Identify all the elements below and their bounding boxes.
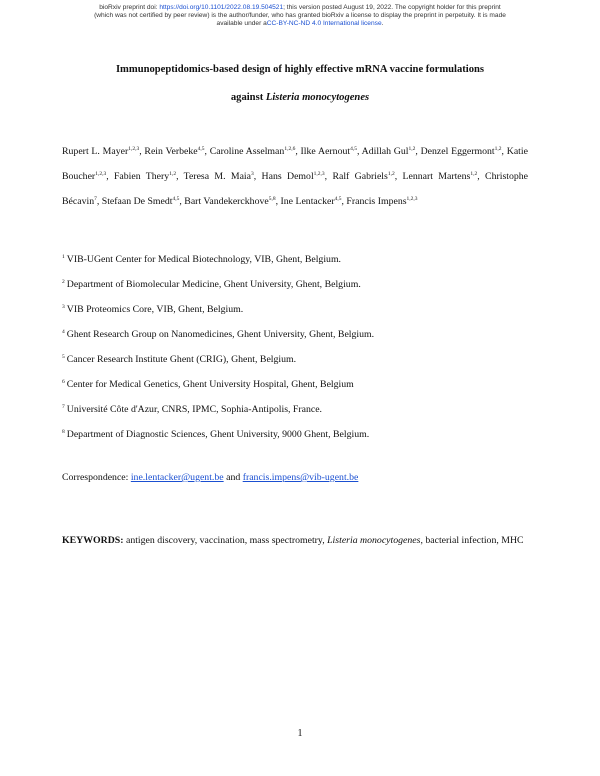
author-name: Fabien Thery — [113, 171, 170, 182]
affiliation-text: Université Côte d'Azur, CNRS, IPMC, Sophia-Antipolis, France. — [66, 404, 323, 415]
author-list: Rupert L. Mayer$^{1,2,3}$, Rein Verbeke$^{4,5}$, Caroline Asselman$^{1,2,6}$, Ilke Aernout$^{4,5}$, Adillah Gul$^{1,2}$, Denzel Eggermont$^{1,2}$, Katie Boucher$^{1,2,3}$, Fabien Thery$^{1,2}$, Teresa M. Maia$^3$, Hans Demol$^{1,2,3}$, Ralf Gabriels$^{1,2}$, Lennart Martens$^{1,2}$, Christophe Bécavin$^7$, Stefaan De Smedt$^{4,5}$, Bart Vandekerckhove$^{5,8}$, Ine Lentacker$^{4,5}$, Francis Impens$^{1,2,3}$ — [62, 146, 529, 207]
author-name: Rupert L. Mayer — [62, 146, 129, 157]
author-affiliation-marker: 1,2,3 — [313, 171, 325, 177]
affiliation-number: 7 — [62, 404, 65, 410]
author — [210, 146, 296, 157]
affiliation — [62, 379, 354, 390]
author-affiliation-marker: 1,2 — [169, 171, 177, 177]
author-name: Francis Impens — [346, 196, 407, 207]
author-name: Hans Demol — [261, 171, 314, 182]
banner-license-prefix: available under a — [216, 20, 267, 27]
affiliation — [62, 329, 374, 340]
affiliation-number: 8 — [62, 429, 65, 435]
page-number: 1 — [297, 728, 303, 739]
author-name: Bart Vandekerckhove — [184, 196, 269, 207]
author — [402, 171, 477, 182]
author-name: Teresa M. Maia — [183, 171, 252, 182]
keywords-species: Listeria monocytogenes — [327, 535, 421, 546]
affiliation — [62, 404, 322, 415]
author-affiliation-marker: 4,5 — [172, 196, 180, 202]
affiliation-number: 2 — [62, 279, 65, 285]
keywords-text-2: , bacterial infection, MHC — [420, 535, 524, 546]
title-prefix: against — [230, 92, 266, 103]
author-affiliation-marker: 4,5 — [350, 146, 357, 152]
author — [332, 171, 394, 182]
author-affiliation-marker: 3 — [251, 171, 254, 177]
author-affiliation-marker: 1,2 — [387, 171, 395, 177]
author-name: Adillah Gul — [361, 146, 409, 157]
affiliation-number: 6 — [62, 379, 65, 385]
author-affiliation-marker: 1,2,6 — [284, 146, 296, 152]
affiliation-text: Department of Biomolecular Medicine, Ghent University, Ghent, Belgium. — [66, 279, 361, 290]
author-affiliation-marker: 1,2 — [408, 146, 416, 152]
author-affiliation-marker: 4,5 — [334, 196, 342, 202]
author-name: Katie Boucher — [62, 146, 528, 182]
author-affiliation-marker: 1,2 — [494, 146, 502, 152]
banner-line-3 — [0, 20, 600, 28]
affiliation-number: 5 — [62, 354, 65, 360]
correspondence — [62, 472, 358, 483]
affiliation-text: Department of Diagnostic Sciences, Ghent University, 9000 Ghent, Belgium. — [66, 429, 370, 440]
affiliation-number: 1 — [62, 254, 65, 260]
author — [262, 171, 325, 182]
banner-line-1 — [0, 4, 600, 12]
author — [144, 146, 204, 157]
banner-prefix: bioRxiv preprint doi: — [99, 4, 160, 11]
author-name: Rein Verbeke — [144, 146, 198, 157]
affiliation — [62, 354, 296, 365]
author — [346, 196, 417, 207]
affiliation — [62, 304, 243, 315]
affiliation-text: Ghent Research Group on Nanomedicines, Ghent University, Ghent, Belgium. — [66, 329, 375, 340]
keywords-text-1: antigen discovery, vaccination, mass spectrometry, — [123, 535, 328, 546]
affiliation — [62, 254, 341, 265]
paper-title-line-2 — [0, 92, 600, 103]
email-link-2[interactable]: francis.impens@vib-ugent.be — [242, 472, 359, 483]
affiliation-number: 3 — [62, 304, 65, 310]
author-name: Caroline Asselman — [209, 146, 285, 157]
correspondence-label: Correspondence: — [62, 472, 131, 483]
preprint-banner — [0, 4, 600, 28]
author-affiliation-marker: 1,2 — [470, 171, 478, 177]
banner-license-suffix: . — [381, 20, 384, 27]
author — [102, 196, 180, 207]
affiliation-text: VIB Proteomics Core, VIB, Ghent, Belgium. — [66, 304, 244, 315]
keywords — [62, 528, 532, 554]
author — [301, 146, 357, 157]
affiliation-text: Center for Medical Genetics, Ghent University Hospital, Ghent, Belgium — [66, 379, 354, 390]
correspondence-joiner: and — [223, 472, 243, 483]
author-name: Denzel Eggermont — [420, 146, 495, 157]
author-name: Ine Lentacker — [280, 196, 335, 207]
author-name: Ralf Gabriels — [332, 171, 388, 182]
author-name: Stefaan De Smedt — [101, 196, 173, 207]
author — [362, 146, 416, 157]
author-affiliation-marker: 5,8 — [268, 196, 276, 202]
author-affiliation-marker: 4,5 — [197, 146, 205, 152]
license-link[interactable]: CC-BY-NC-ND 4.0 International license — [266, 20, 382, 27]
banner-suffix: ; this version posted August 19, 2022. The copyright holder for this preprint — [283, 4, 501, 11]
author — [62, 146, 139, 157]
author-name: Lennart Martens — [402, 171, 471, 182]
author-affiliation-marker: 1,2,3 — [128, 146, 140, 152]
affiliation — [62, 429, 369, 440]
author — [184, 171, 254, 182]
author — [114, 171, 176, 182]
doi-link[interactable]: https://doi.org/10.1101/2022.08.19.504521 — [159, 4, 284, 11]
affiliation-text: VIB-UGent Center for Medical Biotechnology, VIB, Ghent, Belgium. — [66, 254, 342, 265]
author — [281, 196, 342, 207]
affiliation-number: 4 — [62, 329, 65, 335]
author-name: Christophe Bécavin — [62, 171, 529, 207]
affiliation — [62, 279, 361, 290]
author-affiliation-marker: 1,2,3 — [406, 196, 418, 202]
title-species: Listeria monocytogenes — [265, 92, 370, 103]
paper-title-line-1: Immunopeptidomics-based design of highly effective mRNA vaccine formulations — [115, 64, 485, 75]
banner-line-2: (which was not certified by peer review) is the author/funder, who has granted bioRxiv a license to display the preprint in perpetuity. It is made — [94, 12, 506, 19]
affiliation-text: Cancer Research Institute Ghent (CRIG), Ghent, Belgium. — [66, 354, 297, 365]
author-affiliation-marker: 7 — [94, 196, 97, 202]
author — [184, 196, 275, 207]
author — [421, 146, 502, 157]
author-affiliation-marker: 1,2,3 — [95, 171, 107, 177]
author-name: Ilke Aernout — [300, 146, 351, 157]
keywords-label: KEYWORDS: — [62, 535, 124, 546]
email-link-1[interactable]: ine.lentacker@ugent.be — [130, 472, 224, 483]
